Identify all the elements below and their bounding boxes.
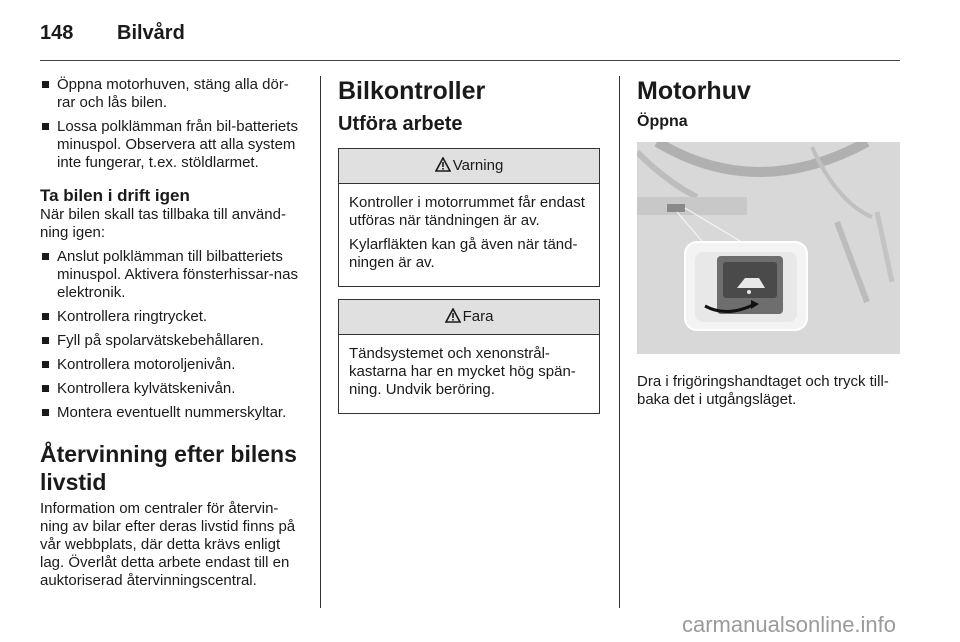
hood-release-illustration <box>637 142 900 354</box>
section-heading-checks: Bilkontroller <box>338 77 486 105</box>
warning-text: Kontroller i motorrummet får endast utföras när tändningen är av. <box>349 194 585 229</box>
list-item: Kontrollera motoroljenivån. <box>40 356 304 374</box>
list-item: Lossa polklämman från bil-batteriets minuspol. Observera att alla system inte fungerar, t.ex. stöldlarmet. <box>40 118 304 172</box>
list-item: Montera eventuellt nummerskyltar. <box>40 404 304 422</box>
section-heading-restart: Ta bilen i drift igen <box>40 186 190 205</box>
bullet-list-restart <box>40 248 304 422</box>
column-3 <box>637 76 902 409</box>
warning-text: Kylarfläkten kan gå även när tänd-ningen är av. <box>349 236 578 271</box>
warning-box <box>338 148 600 287</box>
section-heading-recycling: Återvinning efter bilens livstid <box>40 441 297 495</box>
bullet-list-top <box>40 76 304 172</box>
header-rule <box>40 60 900 61</box>
list-item: Fyll på spolarvätskebehållaren. <box>40 332 304 350</box>
danger-box <box>338 299 600 414</box>
danger-box-body <box>339 335 599 413</box>
warning-triangle-icon <box>435 151 451 185</box>
list-item: Anslut polklämman till bilbatteriets minuspol. Aktivera fönsterhissar-nas elektronik. <box>40 248 304 302</box>
danger-label: Fara <box>462 308 494 325</box>
section-heading-hood: Motorhuv <box>637 77 751 105</box>
warning-triangle-icon <box>445 302 461 336</box>
subheading-work: Utföra arbete <box>338 113 463 135</box>
list-item: Kontrollera ringtrycket. <box>40 308 304 326</box>
chapter-title: Bilvård <box>117 22 185 44</box>
page-number: 148 <box>40 22 74 44</box>
column-divider-2 <box>619 76 620 608</box>
section-intro: När bilen skall tas tillbaka till använd-ning igen: <box>40 206 286 241</box>
figure-caption: Dra i frigöringshandtaget och tryck till-baka det i utgångsläget. <box>637 373 889 408</box>
recycling-text: Information om centraler för återvin-ning av bilar efter deras livstid finns på vår webbplats, där detta krävs enligt lag. Överlåt detta arbete endast till en auktoriserad återvinningscentral. <box>40 500 296 589</box>
danger-text: Tändsystemet och xenonstrål-kastarna har en mycket hög spän-ning. Undvik beröring. <box>349 345 576 398</box>
danger-box-header <box>339 300 599 335</box>
warning-box-body <box>339 184 599 286</box>
subheading-open: Öppna <box>637 113 688 130</box>
list-item: Öppna motorhuven, stäng alla dör-rar och lås bilen. <box>40 76 304 112</box>
warning-label: Varning <box>452 157 504 174</box>
column-1 <box>40 76 304 590</box>
column-2 <box>338 76 600 426</box>
warning-box-header <box>339 149 599 184</box>
column-divider-1 <box>320 76 321 608</box>
watermark: carmanualsonline.info <box>682 612 897 637</box>
list-item: Kontrollera kylvätskenivån. <box>40 380 304 398</box>
